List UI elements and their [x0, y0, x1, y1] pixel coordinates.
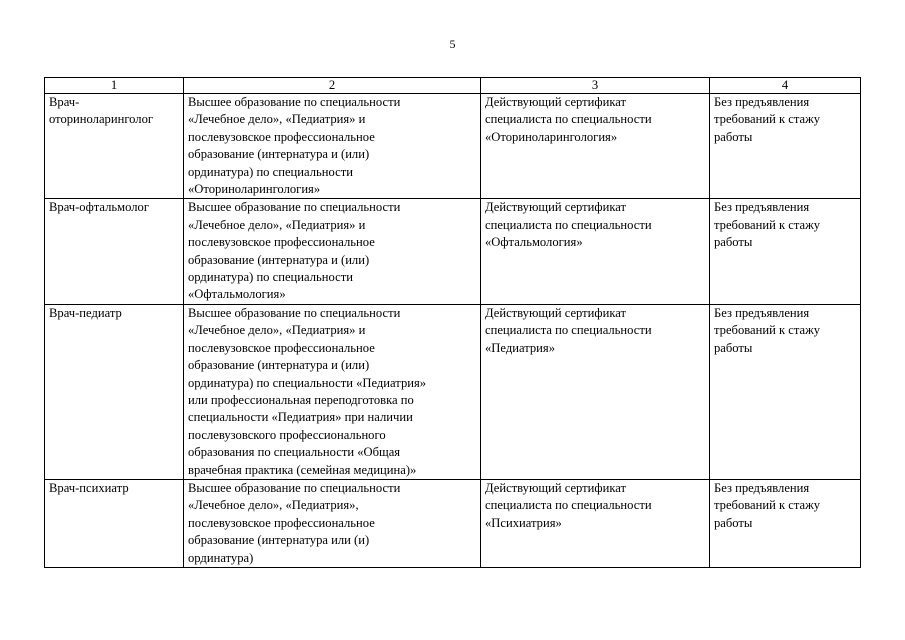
table-row	[45, 94, 861, 199]
table-row	[45, 199, 861, 304]
table-row	[45, 479, 861, 567]
position-cell: Врач- оториноларинголог	[45, 94, 184, 199]
education-cell: Высшее образование по специальности «Лечебное дело», «Педиатрия» и послевузовское профессиональное образование (интернатура и (или) ординатура) по специальности «Педиатрия» или профессиональная переподготовка по специальности «Педиатрия» при наличии послевузовского профессионального образования по специальности «Общая врачебная практика (семейная медицина)»	[184, 304, 481, 479]
certificate-cell: Действующий сертификат специалиста по специальности «Офтальмология»	[481, 199, 710, 304]
position-cell: Врач-психиатр	[45, 479, 184, 567]
experience-cell: Без предъявления требований к стажу работы	[710, 199, 861, 304]
education-cell: Высшее образование по специальности «Лечебное дело», «Педиатрия», послевузовское профессиональное образование (интернатура или (и) ординатура)	[184, 479, 481, 567]
education-cell: Высшее образование по специальности «Лечебное дело», «Педиатрия» и послевузовское профессиональное образование (интернатура и (или) ординатура) по специальности «Офтальмология»	[184, 199, 481, 304]
experience-cell: Без предъявления требований к стажу работы	[710, 479, 861, 567]
column-number-4: 4	[710, 78, 861, 94]
experience-cell: Без предъявления требований к стажу работы	[710, 304, 861, 479]
certificate-cell: Действующий сертификат специалиста по специальности «Психиатрия»	[481, 479, 710, 567]
column-number-3: 3	[481, 78, 710, 94]
qualification-table	[44, 77, 861, 568]
column-number-2: 2	[184, 78, 481, 94]
certificate-cell: Действующий сертификат специалиста по специальности «Оториноларингология»	[481, 94, 710, 199]
position-cell: Врач-офтальмолог	[45, 199, 184, 304]
experience-cell: Без предъявления требований к стажу работы	[710, 94, 861, 199]
column-number-1: 1	[45, 78, 184, 94]
table-header-row	[45, 78, 861, 94]
page-number: 5	[449, 37, 456, 51]
education-cell: Высшее образование по специальности «Лечебное дело», «Педиатрия» и послевузовское профессиональное образование (интернатура и (или) ординатура) по специальности «Оториноларингология»	[184, 94, 481, 199]
certificate-cell: Действующий сертификат специалиста по специальности «Педиатрия»	[481, 304, 710, 479]
position-cell: Врач-педиатр	[45, 304, 184, 479]
table-row	[45, 304, 861, 479]
